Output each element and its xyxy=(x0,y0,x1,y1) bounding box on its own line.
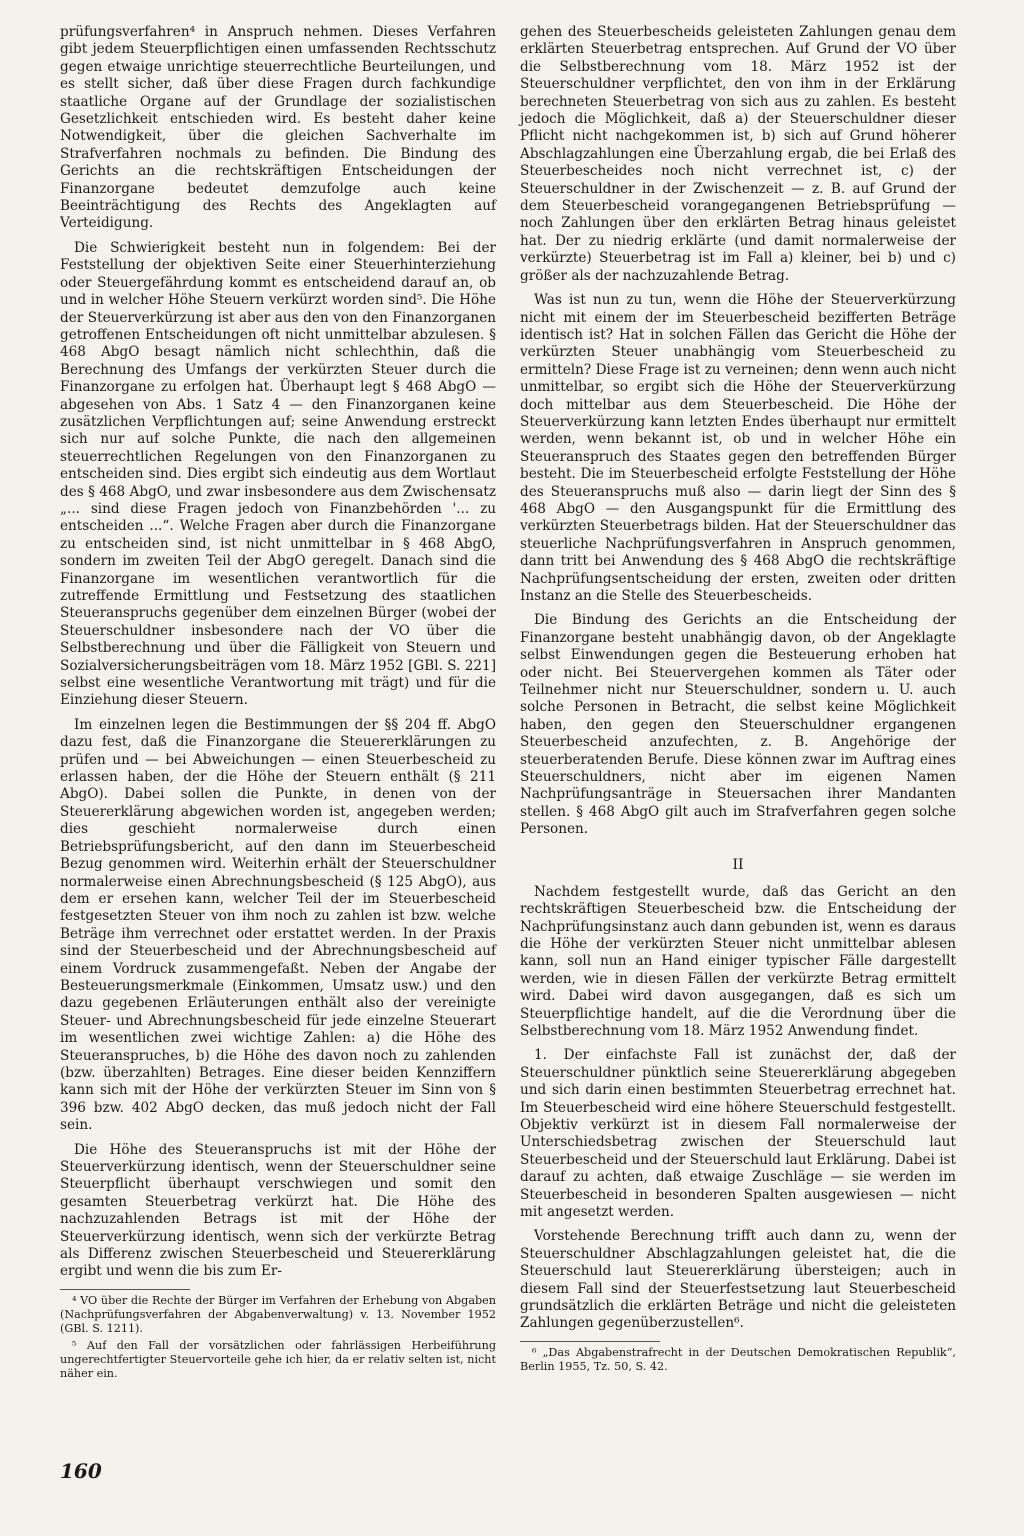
paragraph: Nachdem festgestellt wurde, daß das Gericht an den rechtskräftigen Steuerbescheid bzw. die Entscheidung der Nachprüfungsinstanz auch dann gebunden ist, wenn es daraus die Höhe der verkürzten Steuer nicht unmittelbar ablesen kann, soll nun an Hand einiger typischer Fälle dargestellt werden, wie in diesen Fällen der verkürzte Betrag ermittelt wird. Dabei wird davon ausgegangen, daß es sich um Steuerpflichtige handelt, auf die die Verordnung über die Selbstberechnung vom 18. März 1952 Anwendung findet. xyxy=(520,883,956,1039)
footnote: ⁴ VO über die Rechte der Bürger im Verfahren der Erhebung von Abgaben (Nachprüfungsverfahren der Abgabenverwaltung) v. 13. November 1952 (GBl. S. 1211). xyxy=(60,1293,496,1335)
paragraph: Die Bindung des Gerichts an die Entscheidung der Finanzorgane besteht unabhängig davon, ob der Angeklagte selbst Einwendungen gegen die Besteuerung erhoben hat oder nicht. Bei Steuervergehen kommen als Täter oder Teilnehmer nicht nur Steuerschuldner, sondern u. U. auch solche Personen in Betracht, die selbst keine Möglichkeit haben, den gegen den Steuerschuldner ergangenen Steuerbescheid anzufechten, z. B. Angehörige der steuerberatenden Berufe. Diese können zwar im Auftrag eines Steuerschuldners, nicht aber im eigenen Namen Nachprüfungsanträge in Steuersachen ihrer Mandanten stellen. § 468 AbgO gilt auch im Strafverfahren gegen solche Personen. xyxy=(520,612,956,838)
section-heading: II xyxy=(732,856,744,873)
paragraph: Vorstehende Berechnung trifft auch dann zu, wenn der Steuerschuldner Abschlagzahlungen geleistet hat, die die Steuerschuld laut Steuererklärung übersteigen; auch in diesem Fall sind der Steuerfestsetzung laut Steuerbescheid grundsätzlich die erklärten Beträge und nicht die geleisteten Zahlungen gegenüberzustellen⁶. xyxy=(520,1228,956,1332)
paragraph: Die Höhe des Steueranspruchs ist mit der Höhe der Steuerverkürzung identisch, wenn der Steuerschuldner seine Steuerpflicht überhaupt verschwiegen und somit den gesamten Steuerbetrag verkürzt hat. Die Höhe des nachzuzahlenden Betrags ist mit der Höhe der Steuerverkürzung identisch, wenn sich der verkürzte Betrag als Differenz zwischen Steuerbescheid und Steuererklärung ergibt und wenn die bis zum Er- xyxy=(60,1141,496,1280)
right-column xyxy=(520,24,956,1377)
page-number: 160 xyxy=(60,1459,102,1483)
paragraph: 1. Der einfachste Fall ist zunächst der, daß der Steuerschuldner pünktlich seine Steuererklärung abgegeben und sich darin einen bestimmten Steuerbetrag errechnet hat. Im Steuerbescheid wird eine höhere Steuerschuld festgestellt. Objektiv verkürzt ist in diesem Fall normalerweise der Unterschiedsbetrag zwischen der Steuerschuld laut Steuerbescheid und der Steuerschuld laut Erklärung. Dabei ist darauf zu achten, daß etwaige Zuschläge — sie werden im Steuerbescheid in besonderen Spalten ausgewiesen — nicht mit angesetzt werden. xyxy=(520,1047,956,1220)
footnote: ⁶ „Das Abgabenstrafrecht in der Deutschen Demokratischen Republik“, Berlin 1955, Tz. 50, S. 42. xyxy=(520,1345,956,1373)
paragraph: Im einzelnen legen die Bestimmungen der §§ 204 ff. AbgO dazu fest, daß die Finanzorgane die Steuererklärungen zu prüfen und — bei Abweichungen — einen Steuerbescheid zu erlassen haben, der die Höhe der Steuern enthält (§ 211 AbgO). Dabei sollen die Punkte, in denen von der Steuererklärung abgewichen worden ist, angegeben werden; dies geschieht normalerweise durch einen Betriebsprüfungsbericht, auf den dann im Steuerbescheid Bezug genommen wird. Weiterhin erhält der Steuerschuldner normalerweise einen Abrechnungsbescheid (§ 125 AbgO), aus dem er ersehen kann, welcher Teil der im Steuerbescheid festgesetzten Steuer von ihm noch zu zahlen ist bzw. welche Beträge ihm verrechnet oder erstattet werden. In der Praxis sind der Steuerbescheid und der Abrechnungsbescheid auf einem Vordruck zusammengefaßt. Neben der Angabe der Besteuerungsmerkmale (Einkommen, Umsatz usw.) und den dazu gegebenen Erläuterungen enthält also der vereinigte Steuer- und Abrechnungsbescheid für jede einzelne Steuerart im wesentlichen zwei wichtige Zahlen: a) die Höhe des Steueranspruches, b) die Höhe des davon noch zu zahlenden (bzw. überzahlten) Betrages. Eine dieser beiden Kennziffern kann sich mit der Höhe der verkürzten Steuer im Sinn von § 396 bzw. 402 AbgO decken, das muß jedoch nicht der Fall sein. xyxy=(60,716,496,1134)
paragraph: gehen des Steuerbescheids geleisteten Zahlungen genau dem erklärten Steuerbetrag entsprechen. Auf Grund der VO über die Selbstberechnung vom 18. März 1952 ist der Steuerschuldner verpflichtet, den von ihm in der Erklärung berechneten Steuerbetrag von sich aus zu zahlen. Es besteht jedoch die Möglichkeit, daß a) der Steuerschuldner dieser Pflicht nicht nachgekommen ist, b) sich auf Grund höherer Abschlagzahlungen eine Überzahlung ergab, die bei Erlaß des Steuerbescheides noch nicht verrechnet ist, c) der Steuerschuldner in der Zwischenzeit — z. B. auf Grund der dem Steuerbescheid vorangegangenen Betriebsprüfung — noch Zahlungen über den erklärten Betrag hinaus geleistet hat. Der zu niedrig erklärte (und damit normalerweise der verkürzte) Steuerbetrag ist im Fall a) kleiner, bei b) und c) größer als der nachzuzahlende Betrag. xyxy=(520,24,956,284)
paragraph: Was ist nun zu tun, wenn die Höhe der Steuerverkürzung nicht mit einem der im Steuerbescheid bezifferten Beträge identisch ist? Hat in solchen Fällen das Gericht die Höhe der verkürzten Steuer unabhängig vom Steuerbescheid zu ermitteln? Diese Frage ist zu verneinen; denn wenn auch nicht unmittelbar, so ergibt sich die Höhe der Steuerverkürzung doch mittelbar aus dem Steuerbescheid. Die Höhe der Steuerverkürzung kann letzten Endes überhaupt nur ermittelt werden, wenn bekannt ist, ob und in welcher Höhe ein Steueranspruch des Staates gegen den betreffenden Bürger besteht. Die im Steuerbescheid erfolgte Feststellung der Höhe des Steueranspruchs muß also — darin liegt der Sinn des § 468 AbgO — den Ausgangspunkt für die Ermittlung des verkürzten Steuerbetrags bilden. Hat der Steuerschuldner das steuerliche Nachprüfungsverfahren in Anspruch genommen, dann tritt bei Anwendung des § 468 AbgO die rechtskräftige Nachprüfungsentscheidung der ersten, zweiten oder dritten Instanz an die Stelle des Steuerbescheids. xyxy=(520,292,956,604)
paragraph: prüfungsverfahren⁴ in Anspruch nehmen. Dieses Verfahren gibt jedem Steuerpflichtigen einen umfassenden Rechtsschutz gegen etwaige unrichtige steuerrechtliche Beurteilungen, und es stellt sicher, daß über diese Fragen durch fachkundige staatliche Organe auf der Grundlage der sozialistischen Gesetzlichkeit entschieden wird. Es besteht daher keine Notwendigkeit, über die gleichen Sachverhalte im Strafverfahren nochmals zu befinden. Die Bindung des Gerichts an die rechtskräftigen Entscheidungen der Finanzorgane bedeutet demzufolge auch keine Beeinträchtigung des Rechts des Angeklagten auf Verteidigung. xyxy=(60,24,496,232)
paragraph: Die Schwierigkeit besteht nun in folgendem: Bei der Feststellung der objektiven Seite einer Steuerhinterziehung oder Steuergefährdung kommt es entscheidend darauf an, ob und in welcher Höhe Steuern verkürzt worden sind⁵. Die Höhe der Steuerverkürzung ist aber aus den von den Finanzorganen getroffenen Entscheidungen oft nicht unmittelbar abzulesen. § 468 AbgO besagt nämlich nicht schlechthin, daß die Berechnung des Umfangs der verkürzten Steuer durch die Finanzorgane zu erfolgen hat. Überhaupt legt § 468 AbgO — abgesehen von Abs. 1 Satz 4 — den Finanzorganen keine zusätzlichen Verpflichtungen auf; seine Anwendung erstreckt sich nur auf solche Punkte, die nach den allgemeinen steuerrechtlichen Regelungen von den Finanzorganen zu entscheiden sind. Dies ergibt sich eindeutig aus dem Wortlaut des § 468 AbgO, und zwar insbesondere aus dem Zwischensatz „... sind diese Fragen jedoch von Finanzbehörden '... zu entscheiden ...“. Welche Fragen aber durch die Finanzorgane zu entscheiden sind, ist nicht unmittelbar in § 468 AbgO, sondern im zweiten Teil der AbgO geregelt. Danach sind die Finanzorgane im wesentlichen verantwortlich für die zutreffende Ermittlung und Festsetzung des staatlichen Steueranspruchs gegenüber dem einzelnen Bürger (wobei der Steuerschuldner insbesondere nach der VO über die Selbstberechnung und über die Fälligkeit von Steuern und Sozialversicherungsbeiträgen vom 18. März 1952 [GBl. S. 221] selbst eine wesentliche Verantwortung mit trägt) und für die Einziehung dieser Steuern. xyxy=(60,239,496,709)
footnote: ⁵ Auf den Fall der vorsätzlichen oder fahrlässigen Herbeiführung ungerechtfertigter Steuervorteile gehe ich hier, da er relativ selten ist, nicht näher ein. xyxy=(60,1338,496,1380)
left-column xyxy=(60,24,496,1384)
